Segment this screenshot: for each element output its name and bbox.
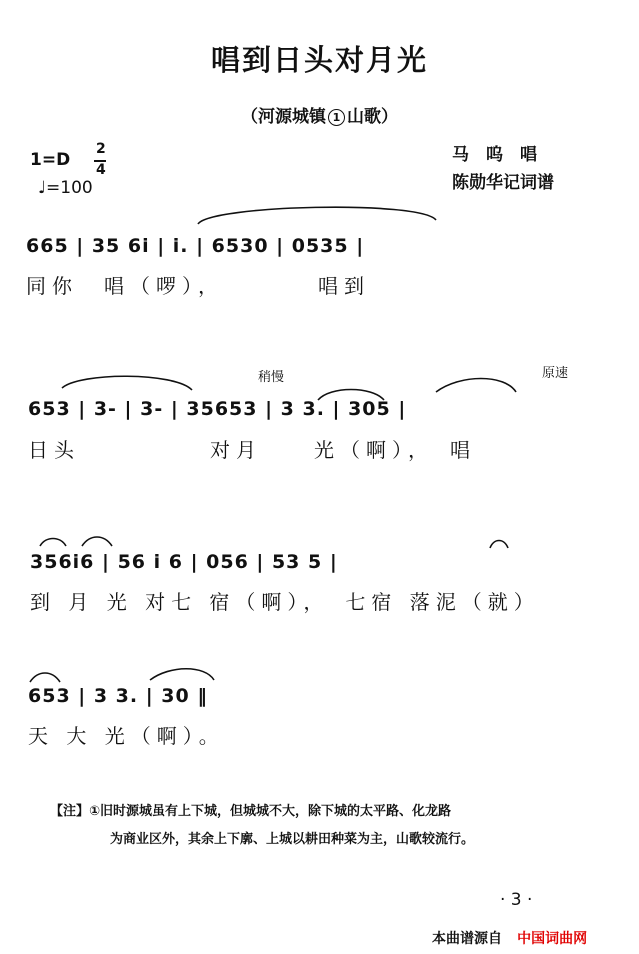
slur-line-3c [490, 541, 508, 549]
time-sig-top: 2 [96, 141, 106, 157]
slur-line-1 [198, 207, 436, 224]
tempo-slow-mark: 稍慢 [258, 370, 285, 385]
slur-line-3b [82, 537, 112, 546]
score-line-4-lyrics: 天 大 光（啊）。 [28, 724, 225, 748]
score-line-2-lyrics: 日头 对月 光（啊）， 唱 [28, 438, 476, 462]
footnote-line-1 [50, 800, 451, 819]
slur-line-4b [150, 669, 214, 680]
page-number: · 3 · [500, 890, 533, 910]
source-credit [432, 928, 587, 948]
slur-line-4a [30, 673, 60, 682]
source-label: 本曲谱源自 [432, 931, 502, 947]
subtitle-text-before: （河源城镇 [241, 107, 326, 127]
slur-line-2b [318, 390, 384, 401]
score-line-2-notes: 653 | 3- | 3- | 35653 | 3 3. | 305 | [28, 398, 407, 420]
footnote-line-2: 为商业区外，其余上下廓、上城以耕田种菜为主，山歌较流行。 [110, 832, 475, 847]
slur-line-2a [62, 376, 192, 390]
slur-line-3a [40, 539, 66, 547]
score-line-4-notes: 653 | 3 3. | 30 ‖ [28, 685, 208, 707]
score-line-1-notes: 665 | 35 6i | i. | 6530 | 0535 | [26, 235, 365, 257]
footnote-marker-circle: 1 [328, 109, 345, 126]
footnote-label: 【注】 [50, 804, 90, 819]
footnote-text-1: ①旧时源城虽有上下城，但城城不大，除下城的太平路、化龙路 [89, 804, 452, 819]
tempo-restore-mark: 原速 [542, 366, 569, 381]
score-line-1-lyrics: 同你 唱（啰）， 唱到 [26, 274, 370, 298]
score-line-3-notes: 356i6 | 56 i 6 | 056 | 53 5 | [30, 551, 338, 573]
subtitle-text-after: 山歌） [347, 107, 398, 127]
singer-credit: 马 呜 唱 [452, 145, 537, 165]
score-line-3-lyrics: 到 月 光 对七 宿（啊）， 七宿 落泥（就） [30, 590, 540, 614]
page-title: 唱到日头对月光 [210, 43, 428, 77]
tempo-mark: ♩=100 [38, 178, 93, 198]
time-sig-bottom: 4 [96, 162, 106, 178]
transcriber-credit: 陈勋华记词谱 [452, 173, 554, 193]
slur-line-2c [436, 379, 516, 393]
key-signature: 1=D [30, 150, 71, 170]
source-site: 中国词曲网 [517, 931, 588, 947]
